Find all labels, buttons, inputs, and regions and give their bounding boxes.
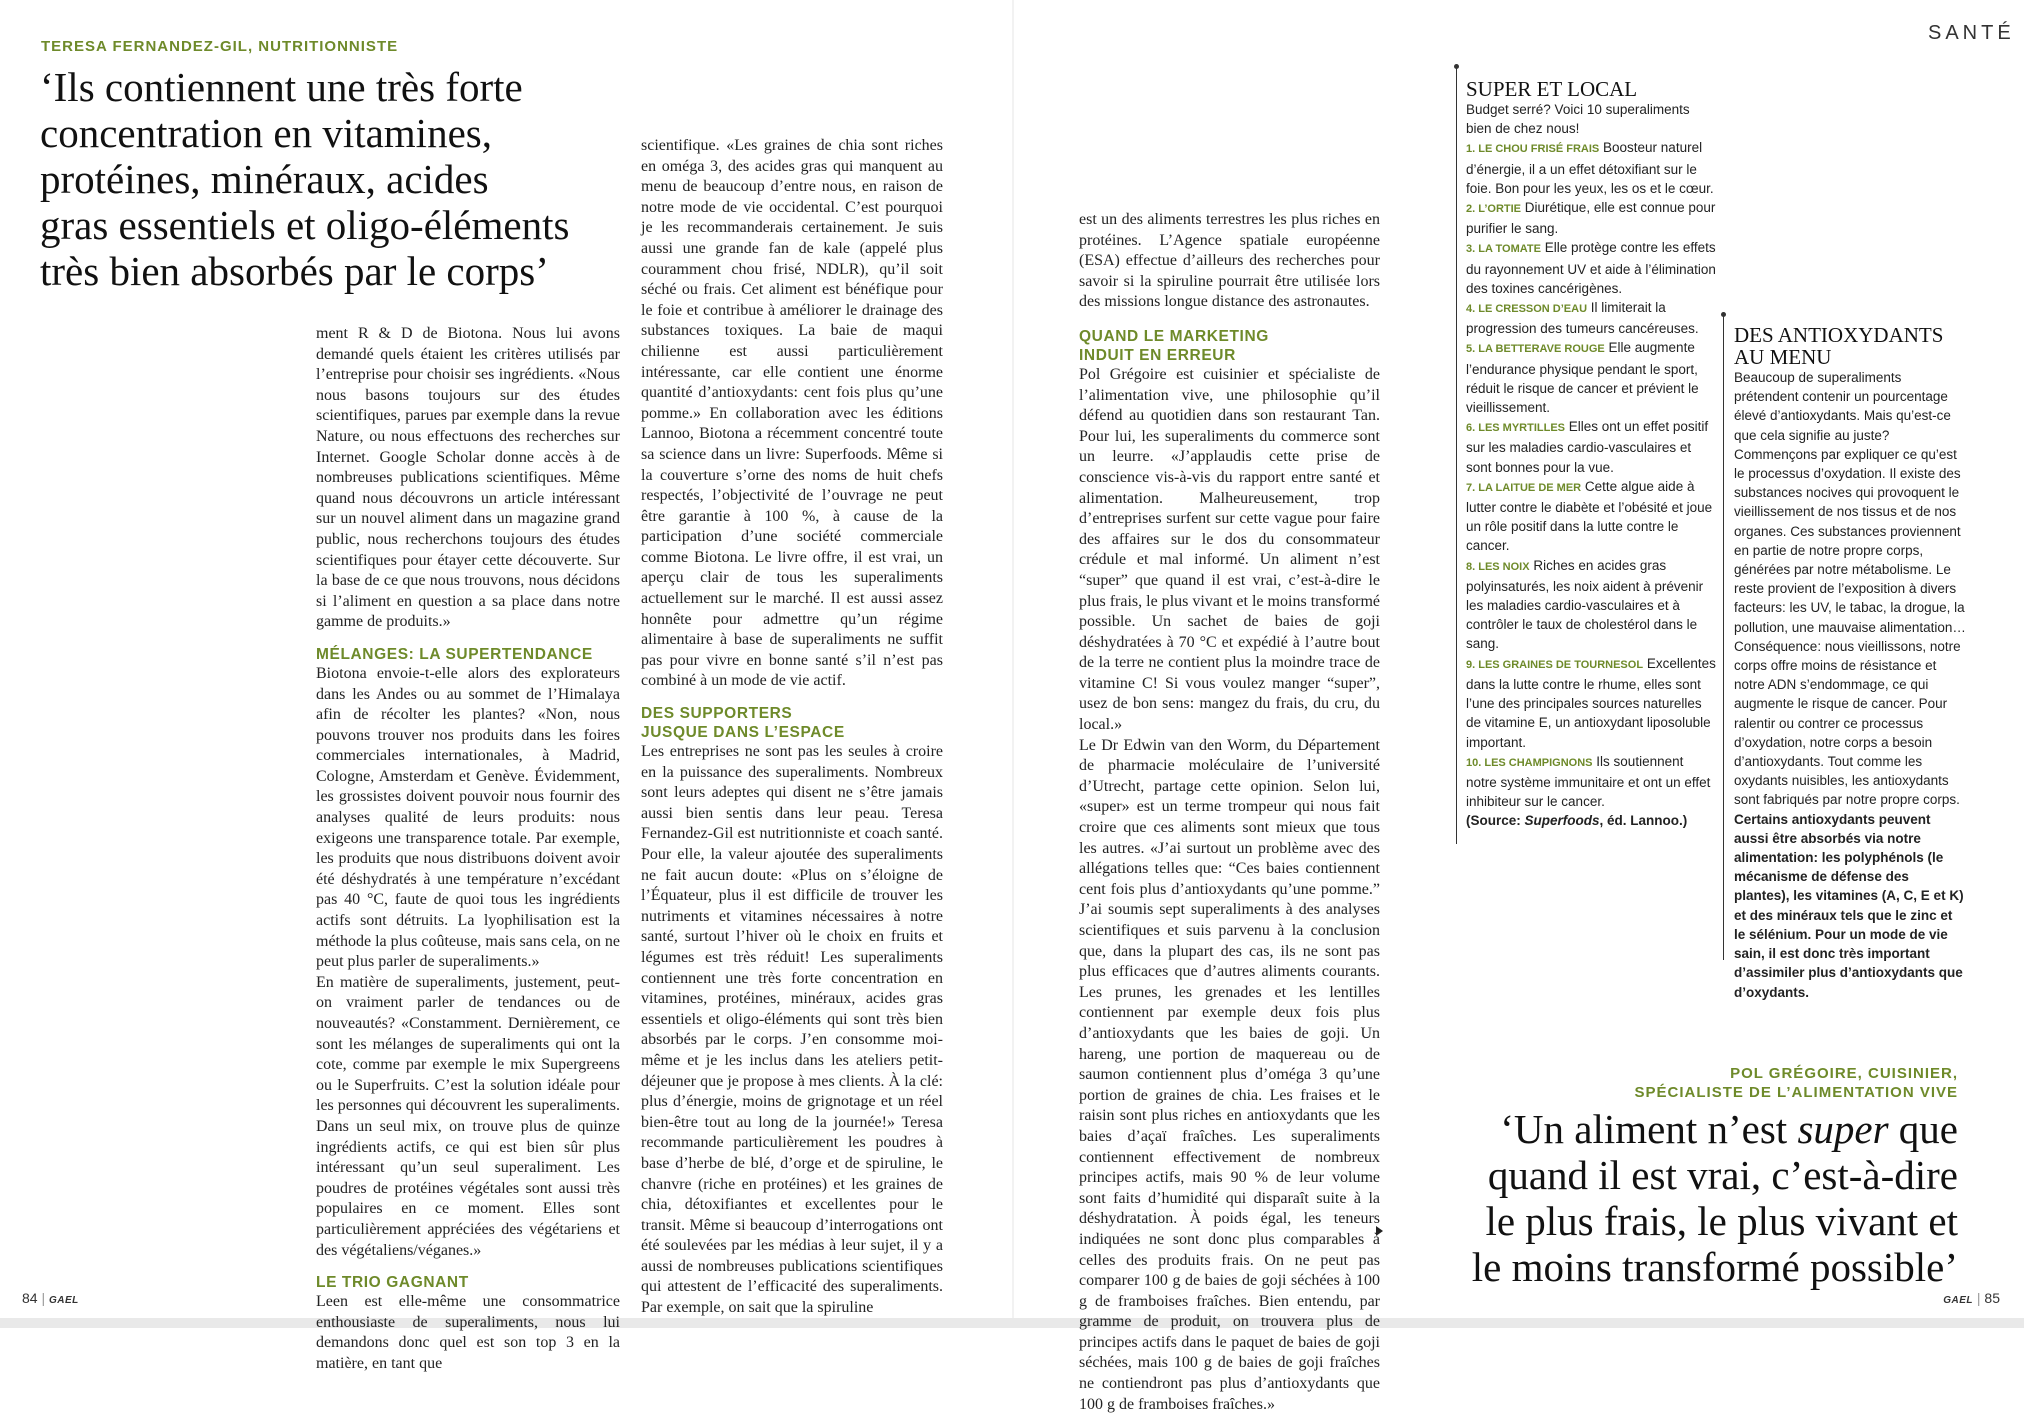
quote-line: gras essentiels et oligo-éléments <box>40 202 570 248</box>
quote-line: le moins transformé possible’ <box>1471 1244 1958 1290</box>
subheading-supporters: DES SUPPORTERS JUSQUE DANS L’ESPACE <box>641 705 845 742</box>
article-column-2 <box>641 136 943 1319</box>
sidebar-antioxydants <box>1734 324 1966 1002</box>
paragraph: En matière de superaliments, justement, peut-on vraiment parler de tendances ou de nouveautés? «Constamment. Dernièrement, ce sont les mélanges de superaliments qui ont la cote, comme par exemple le mix Supergreens ou le Superfruits. C’est la solution idéale pour les personnes qui découvrent les superaliments. Dans un seul mix, on trouve plus de quinze ingrédients actifs, ce qui est bien sûr plus intéressant qu’un seul superaliment. Les poudres de protéines végétales sont aussi très populaires en ce moment. Elles sont particulièrement appréciées des végétariens et des végétaliens/véganes.» <box>316 973 620 1259</box>
sidebar-dot <box>1454 64 1459 69</box>
sidebar-rule <box>1723 316 1724 960</box>
paragraph: est un des aliments terrestres les plus riches en protéines. L’Agence spatiale européenne (ESA) effectue d’ailleurs des recherches pour savoir si la spiruline pourrait être utilisée lors des missions longue distance des astronautes. <box>1079 211 1380 311</box>
quote-line: très bien absorbés par le corps’ <box>40 248 549 294</box>
continue-arrow-icon <box>1376 1226 1383 1236</box>
list-item: 8. LES NOIX Riches en acides gras polyinsaturés, les noix aident à prévenir les maladies cardio-vasculaires et à contrôler le taux de cholestérol dans le sang. <box>1466 557 1704 652</box>
paragraph: Le Dr Edwin van den Worm, du Département de pharmacie moléculaire de l’université d’Utrecht, partage cette opinion. Selon lui, «super» est un terme trompeur qui nous fait croire que ces aliments sont mieux que tous les autres. «J’ai surtout un problème avec des allégations telles que: “Ces baies contiennent cent fois plus d’antioxydants qu’une pomme.” J’ai soumis sept superaliments à des analyses scientifiques et suis parvenu à la conclusion que, dans la plupart des cas, ils ne sont pas plus efficaces que d’autres aliments courants. Les prunes, les grenades et les lentilles contiennent par exemple deux fois plus d’antioxydants que les baies de goji. Un hareng, une portion de maquereau ou de saumon contiennent plus d’oméga 3 qu’une portion de graines de chia. Les fraises et le raisin sont plus riches en antioxydants que les baies d’açaï fraîches. Les superaliments contiennent effectivement de nombreux principes actifs, mais 90 % de leur volume sont faits d’humidité qui disparaît suite à la déshydratation. À poids égal, les teneurs indiquées ne sont donc plus comparables à celles des produits frais. On ne peut pas comparer 100 g de baies de goji séchées à 100 g de framboises fraîches. Bien entendu, par gramme de produit, on trouvera plus de principes actifs dans le paquet de baies de goji séchées, mais 100 g de baies de goji fraîches ne contiendront pas plus d’antioxydants que 100 g de framboises fraîches.» <box>1079 736 1380 1413</box>
quote-line: le plus frais, le plus vivant et <box>1485 1198 1958 1244</box>
sidebar-title: SUPER ET LOCAL <box>1466 77 1638 101</box>
article-column-3 <box>1079 210 1380 1415</box>
right-pull-quote <box>1398 1106 1958 1290</box>
paragraph: Pol Grégoire est cuisinier et spécialiste de l’alimentation vive, une philosophie qu’il défend au quotidien dans son restaurant Tan. Pour lui, les superaliments du commerce sont un leurre. «J’applaudis cette prise de conscience vis-à-vis du rapport entre santé et alimentation. Malheureusement, trop d’entreprises surfent sur cette vague pour faire des affaires sur le dos du consommateur crédule et mal informé. Un aliment n’est “super” que quand il est vrai, c’est-à-dire le plus frais, le plus vivant et le moins transformé possible. Un sachet de baies de goji déshydratées à 70 °C et expédié à l’autre bout de la terre ne contient plus la moindre trace de vitamine C! Si vous voulez manger “super”, usez de bon sens: mangez du frais, du cru, du local.» <box>1079 365 1380 734</box>
list-item: 1. LE CHOU FRISÉ FRAIS Boosteur naturel d’énergie, il a un effet détoxifiant sur le foie. Bon pour les yeux, les os et le cœur. <box>1466 140 1714 196</box>
list-item: 6. LES MYRTILLES Elles ont un effet positif sur les maladies cardio-vasculaires et sont bonnes pour la vue. <box>1466 419 1709 475</box>
list-item: 10. LES CHAMPIGNONS Ils soutiennent notre système immunitaire et ont un effet inhibiteur sur le cancer. <box>1466 753 1711 810</box>
quote-line: quand il est vrai, c’est-à-dire <box>1487 1152 1958 1198</box>
sidebar-title: DES ANTIOXYDANTS AU MENU <box>1734 323 1944 369</box>
left-pull-quote <box>40 64 660 294</box>
subheading-marketing: QUAND LE MARKETING INDUIT EN ERREUR <box>1079 327 1269 364</box>
magazine-logo: GAEL <box>49 1295 79 1306</box>
sidebar-text: Beaucoup de superaliments prétendent contenir un pourcentage élevé d’antioxydants. Mais qu’est-ce que cela signifie au juste? Commençons par expliquer ce qu’est le processus d’oxydation. Il existe des substances nocives qui provoquent le vieillissement de nos tissus et de nos organes. Ces substances proviennent en partie de notre propre corps, générées par notre métabolisme. Le reste provient de l’exposition à divers facteurs: les UV, le tabac, la drogue, la pollution, une mauvaise alimentation… Conséquence: nous vieillissons, notre corps offre moins de résistance et notre ADN s’endommage, ce qui augmente le risque de cancer. Pour ralentir ou contrer ce processus d’oxydation, notre corps a besoin d’antioxydants. Tout comme les oxydants nuisibles, les antioxydants sont fabriqués par notre propre corps. Certains antioxydants peuvent aussi être absorbés via notre alimentation: les polyphénols (le mécanisme de défense des plantes), les vitamines (A, C, E et K) et des minéraux tels que le zinc et le sélénium. Pour un mode de vie sain, il est donc très important d’assimiler plus d’antioxydants que d’oxydants. <box>1734 370 1966 1000</box>
quote-line: ‘Ils contiennent une très forte <box>40 64 523 110</box>
quote-line: concentration en vitamines, <box>40 110 492 156</box>
bottom-edge <box>0 1318 2024 1328</box>
left-folio: 84 | GAEL <box>22 1290 79 1306</box>
list-item: 2. L’ORTIE Diurétique, elle est connue pour purifier le sang. <box>1466 200 1716 237</box>
list-item: 4. LE CRESSON D’EAU Il limiterait la progression des tumeurs cancéreuses. <box>1466 300 1699 337</box>
right-folio: GAEL | 85 <box>1943 1290 2000 1306</box>
subheading-trio: LE TRIO GAGNANT <box>316 1274 469 1292</box>
page-number: 84 <box>22 1290 38 1306</box>
paragraph: Biotona envoie-t-elle alors des explorateurs dans les Andes ou au sommet de l’Himalaya afin de récolter les plantes? «Non, nous pouvons trouver nos produits dans les foires commerciales internationales, à Madrid, Cologne, Amsterdam et Genève. Évidemment, les grossistes doivent pouvoir nous fournir des analyses qualité de leurs produits: nous exigeons une transparence totale. Par exemple, les produits que nous distribuons doivent avoir été déshydratés à une température n’excédant pas 40 °C, faute de quoi tous les ingrédients actifs sont détruits. La lyophilisation est la méthode la plus coûteuse, mais sans cela, on ne peut plus parler de superaliments.» <box>316 664 620 971</box>
list-item: 3. LA TOMATE Elle protège contre les effets du rayonnement UV et aide à l’élimination des toxines cancérigènes. <box>1466 240 1716 296</box>
sidebar-intro: Budget serré? Voici 10 superaliments bien de chez nous! <box>1466 102 1690 137</box>
sidebar-dot <box>1721 312 1726 317</box>
subheading-melanges: MÉLANGES: LA SUPERTENDANCE <box>316 645 593 663</box>
article-column-1 <box>316 324 620 1375</box>
page-gutter <box>1012 0 1014 1328</box>
paragraph: Leen est elle-même une consommatrice enthousiaste de superaliments, nous lui demandons donc quel est son top 3 en la matière, en tant que <box>316 1293 620 1372</box>
sidebar-rule <box>1456 68 1457 844</box>
paragraph: Les entreprises ne sont pas les seules à croire en la puissance des superaliments. Nombreux sont leurs adeptes qui disent ne s’être jamais aussi bien sentis dans leur peau. Teresa Fernandez-Gil est nutritionniste et coach santé. Pour elle, la valeur ajoutée des superaliments ne fait aucun doute: «Plus on s’éloigne de l’Équateur, plus il est difficile de trouver les nutriments et vitamines nécessaires à notre santé, surtout l’hiver où le choix en fruits et légumes est très réduit! Les superaliments contiennent une très forte concentration en vitamines, protéines, minéraux, acides gras essentiels et oligo-éléments qui sont très bien absorbés par le corps. J’en consomme moi-même et je les inclus dans les ateliers petit-déjeuner que je propose à mes clients. À la clé: plus d’énergie, moins de grignotage et un réel bien-être tout au long de la journée!» Teresa recommande particulièrement les poudres à base d’herbe de blé, d’orge et de spiruline, le chanvre (riche en protéines) et les graines de chia, détoxifiantes et excellentes pour le transit. Même si beaucoup d’interrogations ont été soulevées par les médias à leur sujet, il y a aussi de nombreuses publications scientifiques qui attestent de l’efficacité des superaliments. Par exemple, on sait que la spiruline <box>641 743 943 1317</box>
quote-line: ‘Un aliment n’est super que <box>1500 1106 1958 1152</box>
right-quote-kicker: POL GRÉGOIRE, CUISINIER, SPÉCIALISTE DE L’ALIMENTATION VIVE <box>1634 1065 1958 1101</box>
page-number: 85 <box>1984 1290 2000 1306</box>
sidebar-super-et-local <box>1466 78 1716 831</box>
paragraph: ment R & D de Biotona. Nous lui avons demandé quels étaient les critères utilisés par l’entreprise pour choisir ses ingrédients. «Nous nous basons toujours sur des études scientifiques, parues par exemple dans la revue Nature, ou nous effectuons des recherches sur Internet. Google Scholar donne accès à de nombreuses publications scientifiques. Même quand nous découvrons un article intéressant sur un nouvel aliment dans un magazine grand public, nous recherchons toujours des études scientifiques pour étayer cette découverte. Sur la base de ce que nous trouvons, nous décidons si l’aliment en question a sa place dans notre gamme de produits.» <box>316 325 620 631</box>
quote-line: protéines, minéraux, acides <box>40 156 489 202</box>
paragraph: scientifique. «Les graines de chia sont riches en oméga 3, des acides gras qui manquent au menu de beaucoup d’entre nous, en raison de notre mode de vie occidental. C’est pourquoi je les recommanderais certainement. Je suis aussi une grande fan de kale (appelé plus couramment chou frisé, NDLR), qu’il soit séché ou frais. Cet aliment est bénéfique pour le foie et contribue à améliorer le drainage des substances toxiques. La baie de maqui chilienne est aussi particulièrement intéressante, car elle contient une énorme quantité d’antioxydants: cent fois plus qu’une pomme.» En collaboration avec les éditions Lannoo, Biotona a récemment concentré toute sa science dans un livre: Superfoods. Même si la couverture s’orne des noms de huit chefs respectés, l’objectivité de l’ouvrage ne peut être garantie à 100 %, à cause de la participation d’une société commerciale comme Biotona. Le livre offre, il est vrai, un aperçu clair de tous les superaliments actuellement sur le marché. Il est aussi assez honnête pour admettre qu’un régime alimentaire à base de superaliments ne suffit pas pour vivre en bonne santé s’il n’est pas combiné à un mode de vie actif. <box>641 137 943 690</box>
list-item: 7. LA LAITUE DE MER Cette algue aide à lutter contre le diabète et l’obésité et joue un rôle positif dans la lutte contre le cancer. <box>1466 478 1713 554</box>
sidebar-source: (Source: Superfoods, éd. Lannoo.) <box>1466 813 1688 829</box>
list-item: 9. LES GRAINES DE TOURNESOL Excellentes dans la lutte contre le rhume, elles sont l’une des principales sources naturelles de vitamine E, un antioxydant liposoluble important. <box>1466 655 1716 750</box>
magazine-logo: GAEL <box>1943 1295 1973 1306</box>
list-item: 5. LA BETTERAVE ROUGE Elle augmente l’endurance physique pendant le sport, réduit le risque de cancer et prévient le vieillissement. <box>1466 340 1699 416</box>
left-quote-kicker: TERESA FERNANDEZ-GIL, NUTRITIONNISTE <box>41 38 399 55</box>
section-label: SANTÉ <box>1928 22 2015 44</box>
